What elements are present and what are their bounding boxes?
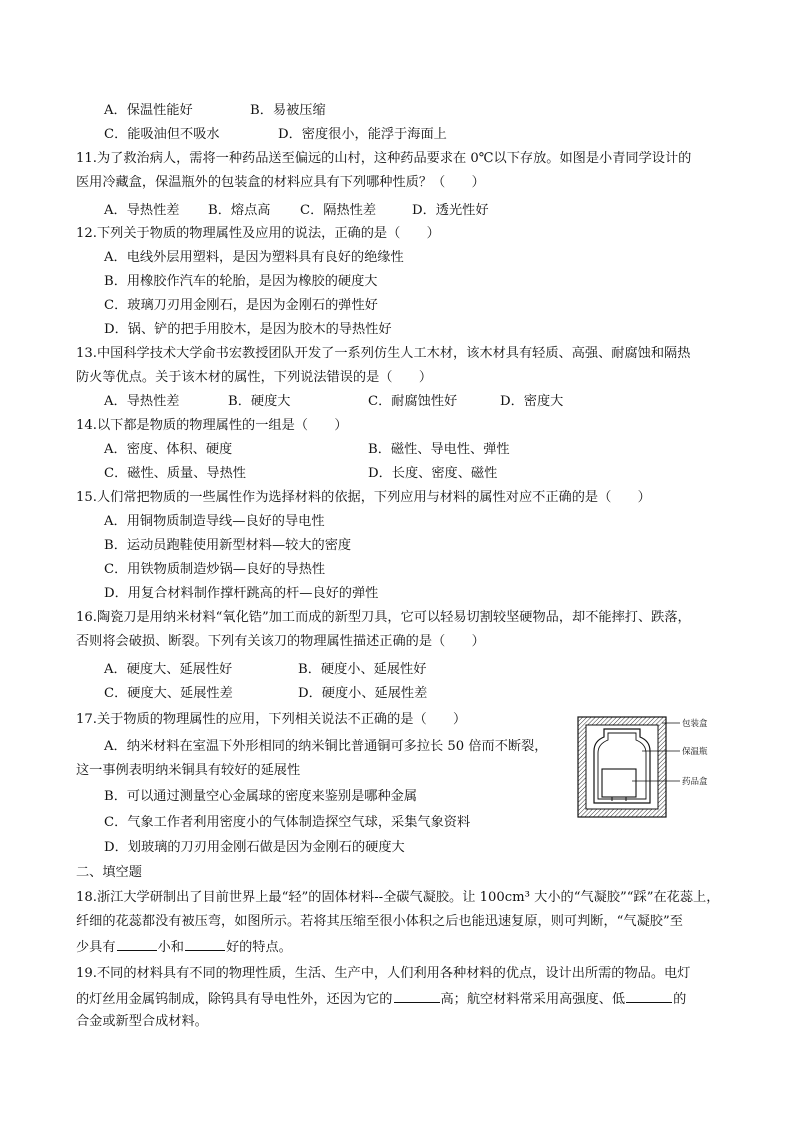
q11-option-c: C．隔热性差 [300,203,377,218]
q19-line1: 19.不同的材料具有不同的物理性质，生活、生产中，人们利用各种材料的优点，设计出所需的物品。电灯 [76,966,691,981]
q12-option-d: D．锅、铲的把手用胶木，是因为胶木的导热性好 [104,322,392,337]
q16-option-c: C．硬度大、延展性差 [104,686,233,701]
label-packaging-box: 包装盒 [682,719,708,729]
q11-stem-line1: 11.为了救治病人，需将一种药品送至偏远的山村，这种药品要求在 0℃以下存放。如图是小青同学设计的 [76,151,692,166]
q18-line2: 纤细的花蕊都没有被压弯，如图所示。若将其压缩至很小体积之后也能迅速复原，则可判断，“气凝胶”至 [76,914,683,929]
q12-option-a: A．电线外层用塑料，是因为塑料具有良好的绝缘性 [104,250,404,265]
q18-line3-suffix: 好的特点。 [225,940,292,955]
q16-option-b: B．硬度小、延展性好 [298,662,427,677]
q13-option-a: A．导热性差 [104,394,180,409]
q18-line3-prefix: 少具有 [76,940,116,955]
q19-blank-2[interactable] [626,989,672,1003]
q18-blank-1[interactable] [117,937,157,951]
q16-stem-line2: 否则将会破损、断裂。下列有关该刀的物理属性描述正确的是（ ） [76,634,485,649]
q19-line2 [76,989,686,1009]
q15-option-c: C．用铁物质制造炒锅—良好的导热性 [104,562,326,577]
q18-blank-2[interactable] [185,937,225,951]
label-thermos-bottle: 保温瓶 [682,747,708,757]
q18-line3 [76,937,292,957]
q19-line3: 合金或新型合成材料。 [76,1014,208,1029]
q17-option-c: C．气象工作者利用密度小的气体制造探空气球，采集气象资料 [104,815,471,830]
q10-option-c: C．能吸油但不吸水 [104,127,220,142]
q16-option-a: A．硬度大、延展性好 [104,662,233,677]
q19-line2-suffix: 的 [673,992,687,1007]
q10-option-b: B．易被压缩 [250,103,326,118]
q16-stem-line1: 16.陶瓷刀是用纳米材料“氧化锆”加工而成的新型刀具，它可以轻易切割较坚硬物品，却不能摔打、跌落， [76,610,691,625]
q19-blank-1[interactable] [394,989,440,1003]
q19-line2-prefix: 的灯丝用金属钨制成，除钨具有导电性外，还因为它的 [76,992,393,1007]
q15-option-a: A．用铜物质制造导线—良好的导电性 [104,514,325,529]
q19-line2-middle: 高；航空材料常采用高强度、低 [440,992,626,1007]
q17-stem: 17.关于物质的物理属性的应用，下列相关说法不正确的是（ ） [76,712,467,727]
q10-option-d: D．密度很小，能浮于海面上 [278,127,447,142]
q17-option-b: B．可以通过测量空心金属球的密度来鉴别是哪种金属 [104,789,418,804]
q15-stem: 15.人们常把物质的一些属性作为选择材料的依据，下列应用与材料的属性对应不正确的是（ ） [76,490,651,505]
q17-option-a-line1: A．纳米材料在室温下外形相同的纳米铜比普通铜可多拉长 50 倍而不断裂， [104,739,548,754]
section-title-fill-blank: 二、填空题 [76,865,142,880]
q17-option-a-line2: 这一事例表明纳米铜具有较好的延展性 [76,763,301,778]
q12-stem: 12.下列关于物质的物理属性及应用的说法，正确的是（ ） [76,226,440,241]
label-medicine-box: 药品盒 [682,777,708,787]
q13-stem-line1: 13.中国科学技术大学俞书宏教授团队开发了一系列仿生人工木材，该木材具有轻质、高强、耐腐蚀和隔热 [76,346,691,361]
q10-option-a: A．保温性能好 [104,103,193,118]
q12-option-b: B．用橡胶作汽车的轮胎，是因为橡胶的硬度大 [104,274,378,289]
q13-option-d: D．密度大 [500,394,564,409]
q14-stem: 14.以下都是物质的物理属性的一组是（ ） [76,418,348,433]
q14-option-b: B．磁性、导电性、弹性 [368,442,510,457]
q13-option-c: C．耐腐蚀性好 [368,394,458,409]
q15-option-b: B．运动员跑鞋使用新型材料—较大的密度 [104,538,352,553]
q11-option-a: A．导热性差 [104,203,180,218]
q14-option-d: D．长度、密度、磁性 [368,466,498,481]
q18-line3-middle: 小和 [157,940,184,955]
q14-option-c: C．磁性、质量、导热性 [104,466,246,481]
q18-line1: 18.浙江大学研制出了目前世界上最“轻”的固体材料--全碳气凝胶。让 100cm³ 大小的“气凝胶”“踩”在花蕊上， [76,890,720,905]
medicine-box-shape [602,769,636,797]
q17-option-d: D．划玻璃的刀刃用金刚石做是因为金刚石的硬度大 [104,840,405,855]
q16-option-d: D．硬度小、延展性差 [298,686,428,701]
q11-stem-line2: 医用冷藏盒，保温瓶外的包装盒的材料应具有下列哪种性质？（ ） [76,175,485,190]
q11-option-d: D．透光性好 [412,203,489,218]
q14-option-a: A．密度、体积、硬度 [104,442,233,457]
q12-option-c: C．玻璃刀刃用金刚石，是因为金刚石的弹性好 [104,298,378,313]
q13-option-b: B．硬度大 [228,394,291,409]
q11-option-b: B．熔点高 [208,203,271,218]
q13-stem-line2: 防火等优点。关于该木材的属性，下列说法错误的是（ ） [76,370,433,385]
q15-option-d: D．用复合材料制作撑杆跳高的杆—良好的弹性 [104,586,379,601]
cold-storage-box-figure [576,715,710,819]
